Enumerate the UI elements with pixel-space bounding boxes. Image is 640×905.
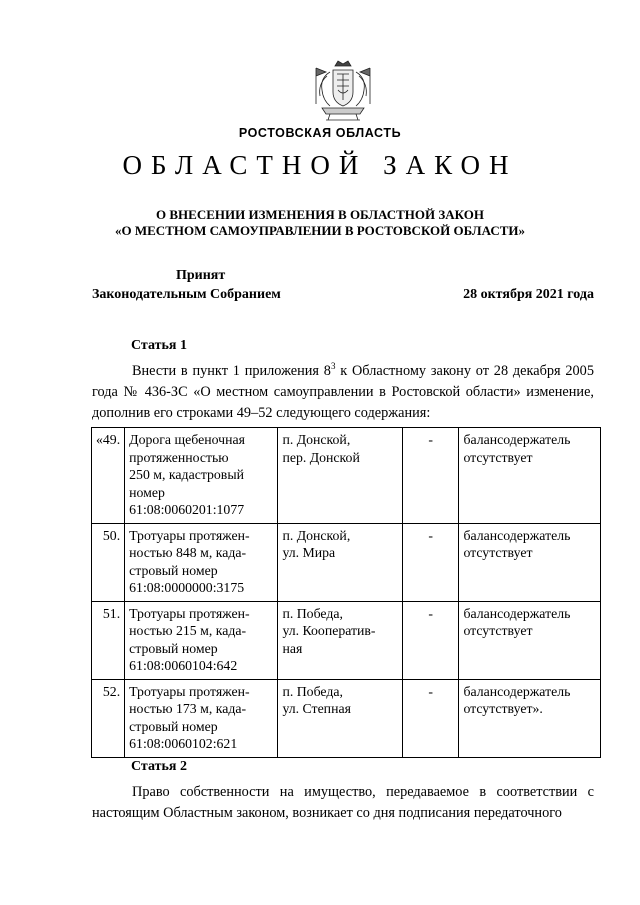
article-2-text: [92, 782, 594, 824]
object-description-cell: Дорога щебеночная протяженностью 250 м, кадастровый номер 61:08:0060201:1077: [125, 428, 278, 524]
row-number-cell: «49.: [92, 428, 125, 524]
region-name: РОСТОВСКАЯ ОБЛАСТЬ: [238, 126, 402, 140]
appendix-superscript: 3: [330, 361, 336, 372]
row-number-cell: 52.: [92, 679, 125, 757]
table-row: [92, 428, 601, 524]
article-2-paragraph: Право собственности на имущество, передаваемое в соответствии с настоящим Областным законом, возникает со дня подписания передаточного: [92, 784, 594, 821]
article-1-text-end: к Областному закону от 28 декабря 2005 года № 436-ЗС «О местном самоуправлении в Ростовской области» изменение, дополнив его строками 49–52 следующего содержания:: [92, 363, 594, 421]
address-cell: п. Донской, ул. Мира: [278, 523, 403, 601]
article-1-text: [92, 361, 594, 424]
article-2-heading: Статья 2: [131, 759, 187, 774]
article-1-heading: Статья 1: [131, 338, 187, 353]
row-number-cell: 51.: [92, 601, 125, 679]
address-cell: п. Донской, пер. Донской: [278, 428, 403, 524]
law-title: [60, 207, 580, 239]
table-row: [92, 679, 601, 757]
amendment-table: [91, 427, 601, 758]
law-title-line-1: О ВНЕСЕНИИ ИЗМЕНЕНИЯ В ОБЛАСТНОЙ ЗАКОН: [156, 207, 484, 222]
balance-holder-cell: балансодержатель отсутствует: [459, 428, 601, 524]
document-type: ОБЛАСТНОЙ ЗАКОН: [122, 150, 518, 180]
object-description-cell: Тротуары протяжен- ностью 173 м, када- стровый номер 61:08:0060102:621: [125, 679, 278, 757]
balance-holder-cell: балансодержатель отсутствует: [459, 523, 601, 601]
table-row: [92, 523, 601, 601]
article-1-text-start: Внести в пункт 1 приложения 8: [132, 363, 331, 379]
dash-cell: -: [402, 601, 459, 679]
dash-cell: -: [402, 679, 459, 757]
balance-holder-cell: балансодержатель отсутствует».: [459, 679, 601, 757]
object-description-cell: Тротуары протяжен- ностью 848 м, када- стровый номер 61:08:0000000:3175: [125, 523, 278, 601]
object-description-cell: Тротуары протяжен- ностью 215 м, када- стровый номер 61:08:0060104:642: [125, 601, 278, 679]
adoption-date: 28 октября 2021 года: [463, 287, 594, 302]
row-number-cell: 50.: [92, 523, 125, 601]
law-title-line-2: «О МЕСТНОМ САМОУПРАВЛЕНИИ В РОСТОВСКОЙ ОБЛАСТИ»: [115, 223, 525, 238]
address-cell: п. Победа, ул. Степная: [278, 679, 403, 757]
balance-holder-cell: балансодержатель отсутствует: [459, 601, 601, 679]
adopting-body: Законодательным Собранием: [92, 287, 281, 302]
table-row: [92, 601, 601, 679]
adopted-label: Принят: [176, 268, 226, 283]
dash-cell: -: [402, 523, 459, 601]
coat-of-arms-emblem: [308, 60, 378, 122]
dash-cell: -: [402, 428, 459, 524]
address-cell: п. Победа, ул. Кооператив- ная: [278, 601, 403, 679]
